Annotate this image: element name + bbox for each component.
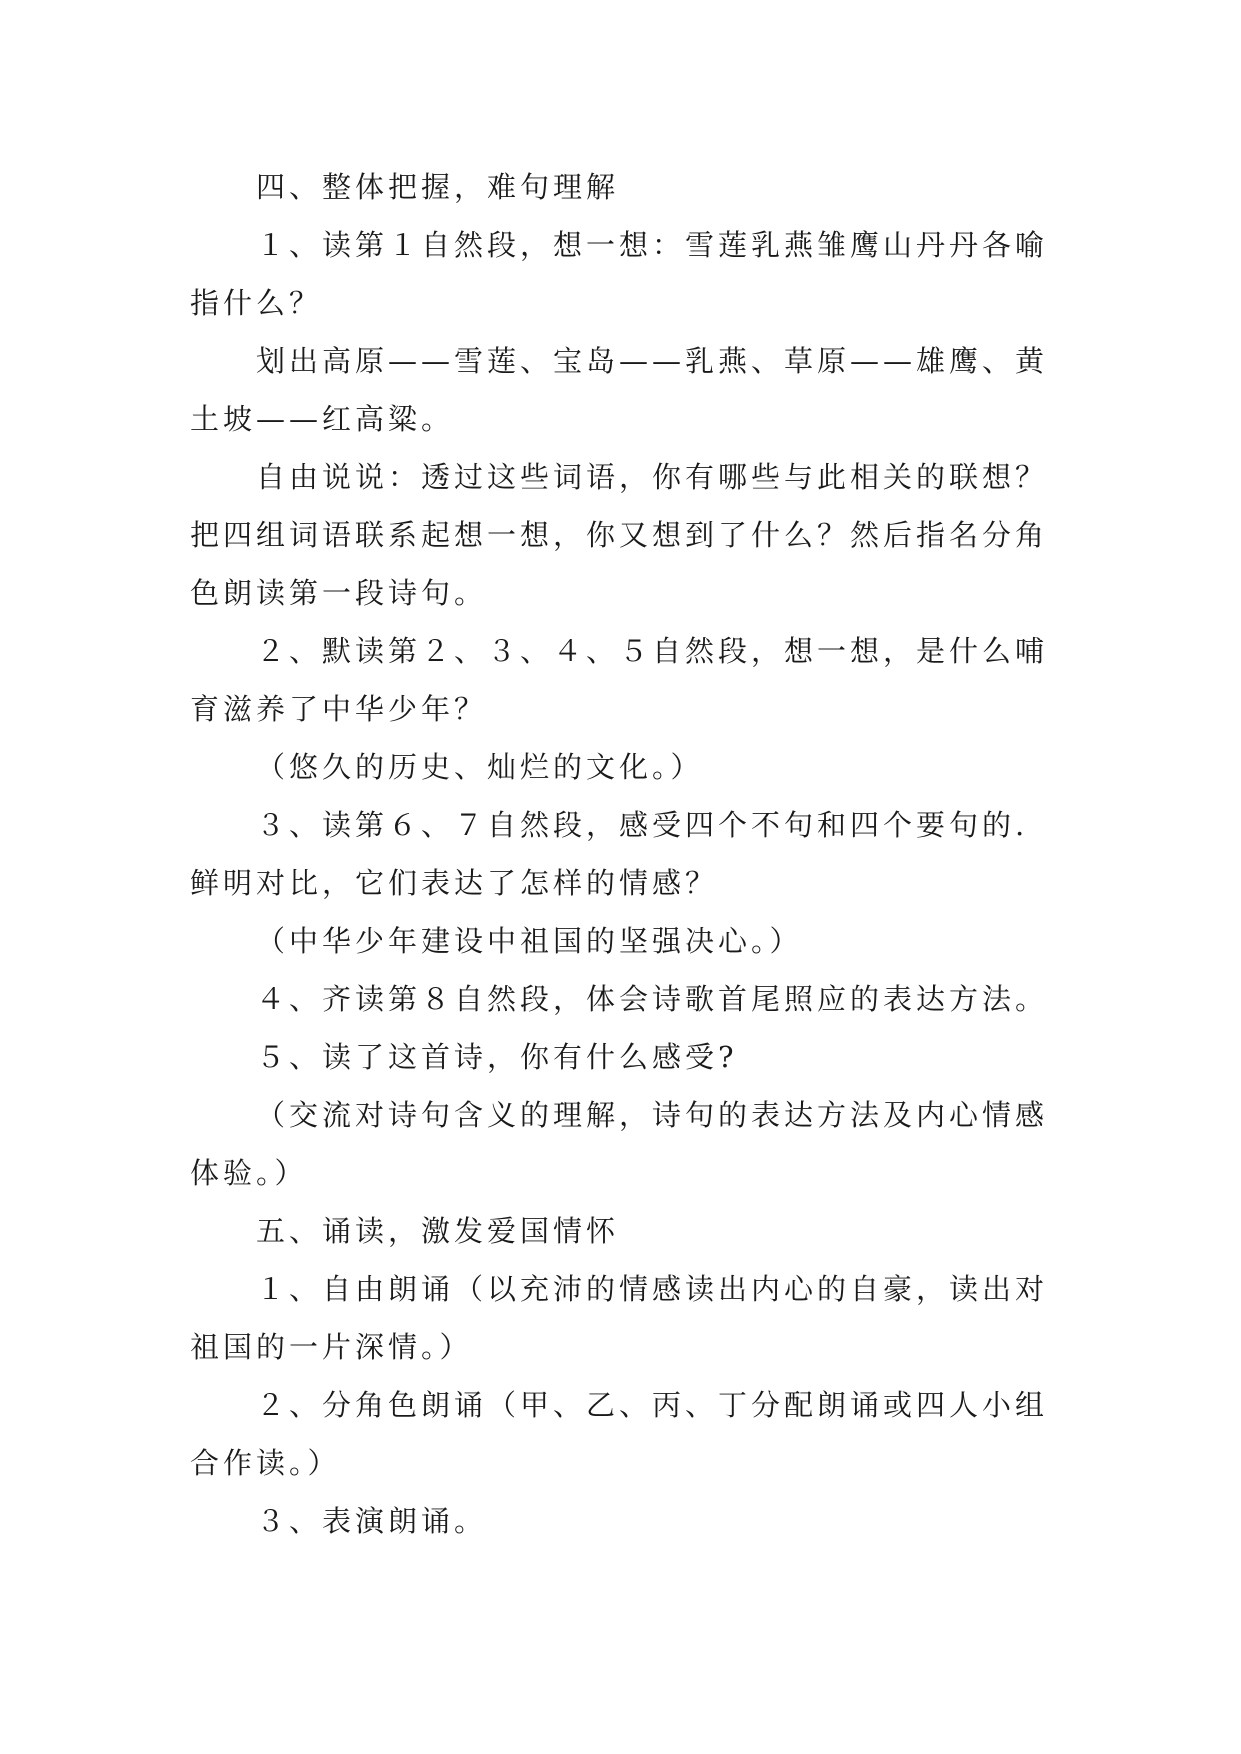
paragraph: （悠久的历史、灿烂的文化。） <box>256 750 704 784</box>
paragraph: 自由说说：透过这些词语，你有哪些与此相关的联想？把四组词语联系起想一想，你又想到了什么？然后指名分角色朗读第一段诗句。 <box>190 460 1049 610</box>
paragraph: ２、分角色朗诵（甲、乙、丙、丁分配朗诵或四人小组合作读。） <box>190 1388 1049 1480</box>
paragraph: ３、表演朗诵。 <box>256 1504 488 1538</box>
paragraph: １、自由朗诵（以充沛的情感读出内心的自豪，读出对祖国的一片深情。） <box>190 1272 1049 1364</box>
section-heading-4: 四、整体把握，难句理解 <box>256 170 620 204</box>
paragraph: ５、读了这首诗，你有什么感受? <box>256 1040 738 1074</box>
paragraph: ２、默读第２、３、４、５自然段，想一想，是什么哺育滋养了中华少年？ <box>190 634 1049 726</box>
document-body <box>190 158 1050 1550</box>
paragraph: ３、读第６、７自然段，感受四个不句和四个要句的.鲜明对比，它们表达了怎样的情感？ <box>190 808 1029 900</box>
section-heading-5: 五、诵读，激发爱国情怀 <box>256 1214 620 1248</box>
paragraph: （中华少年建设中祖国的坚强决心。） <box>256 924 803 958</box>
paragraph: （交流对诗句含义的理解，诗句的表达方法及内心情感体验。） <box>190 1098 1049 1190</box>
paragraph: 划出高原——雪莲、宝岛——乳燕、草原——雄鹰、黄土坡——红高粱。 <box>190 344 1049 436</box>
paragraph: １、读第１自然段，想一想：雪莲乳燕雏鹰山丹丹各喻指什么？ <box>190 228 1049 320</box>
paragraph: ４、齐读第８自然段，体会诗歌首尾照应的表达方法。 <box>256 982 1049 1016</box>
